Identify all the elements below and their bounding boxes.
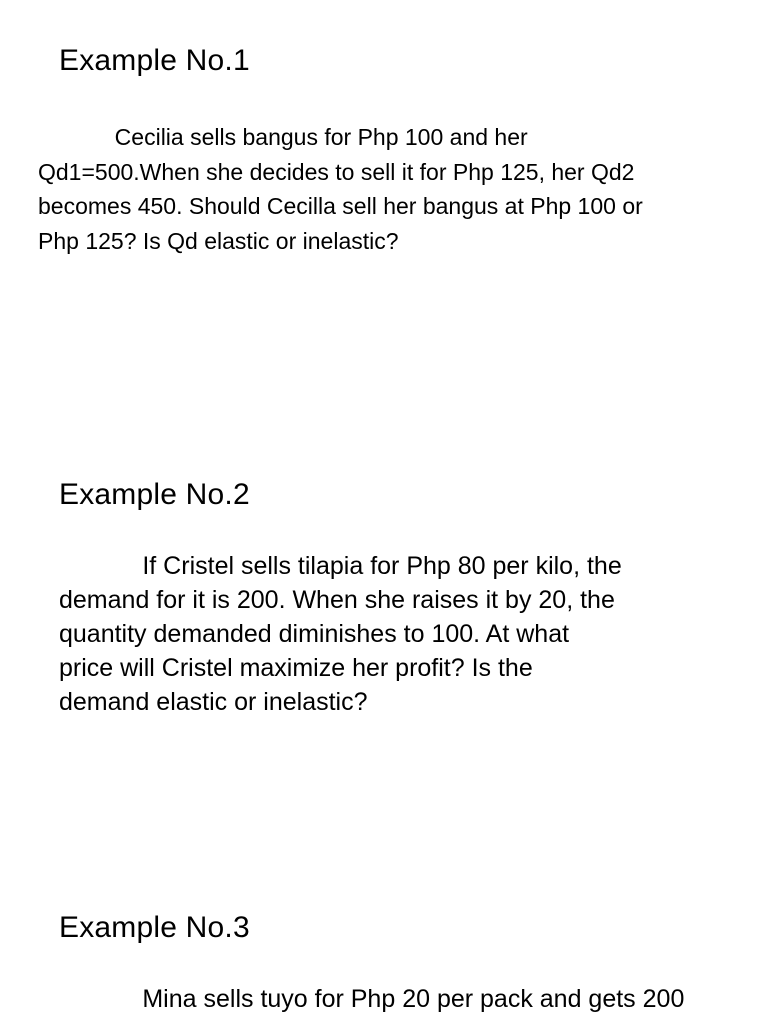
example-2-text: If Cristel sells tilapia for Php 80 per kilo, the demand for it is 200. When she raises it by 20, the quantity demanded diminishes to 100. At what price will Cristel maximize her profit? Is the demand elastic or inelastic?: [59, 552, 622, 716]
example-1-title: Example No.1: [59, 44, 250, 77]
example-3-title: Example No.3: [59, 911, 250, 944]
example-1-text: Cecilia sells bangus for Php 100 and her Qd1=500.When she decides to sell it for Php 125, her Qd2 becomes 450. Should Cecilla sell her bangus at Php 100 or Php 125? Is Qd elastic or inelastic?: [38, 124, 643, 254]
example-3-text: Mina sells tuyo for Php 20 per pack and gets 200: [59, 985, 685, 1013]
example-2-title: Example No.2: [59, 478, 250, 511]
